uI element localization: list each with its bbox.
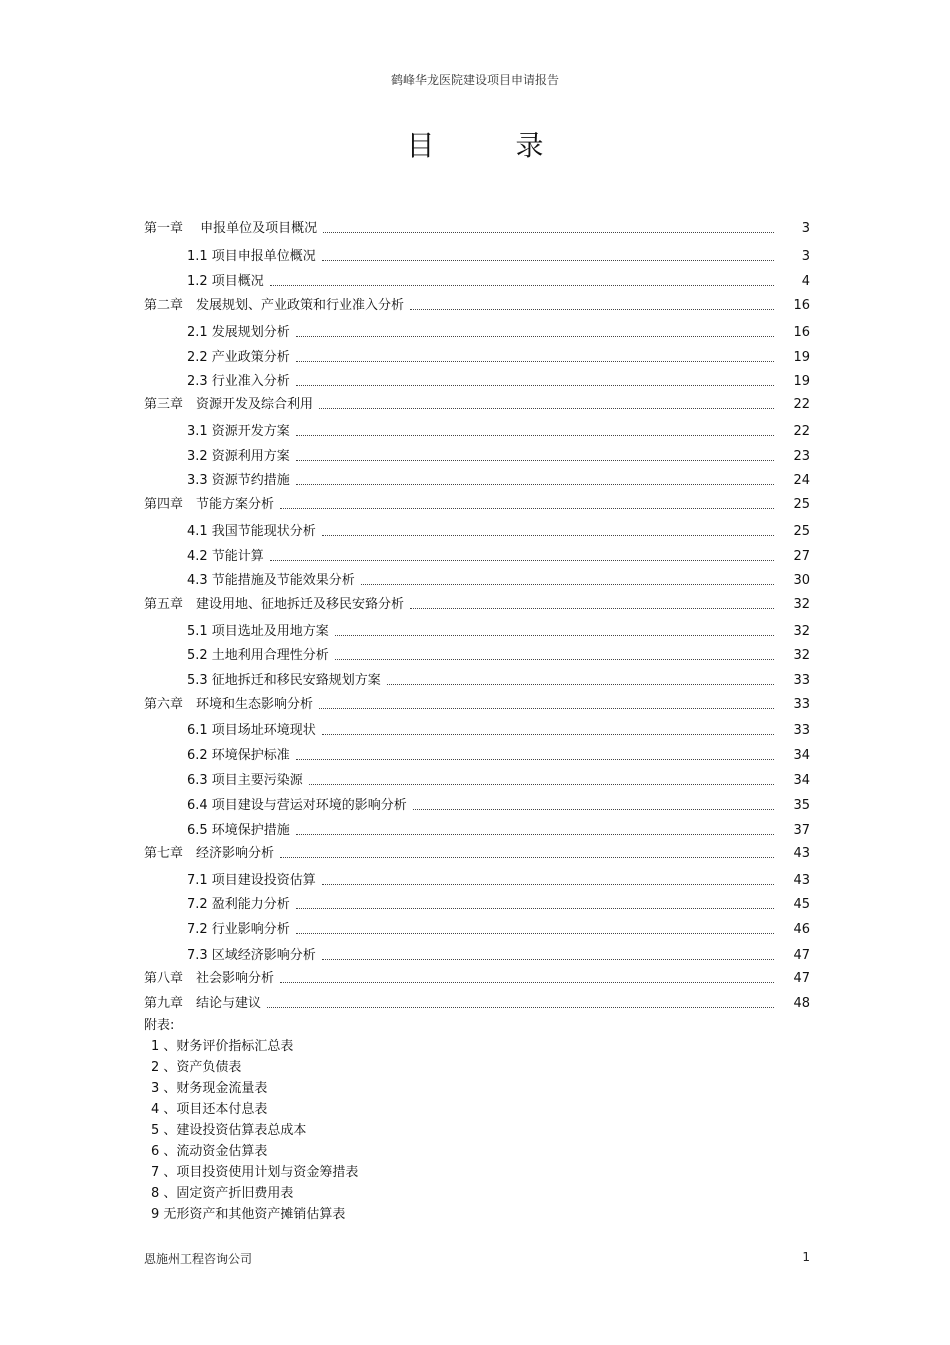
footer-company: 恩施州工程咨询公司: [144, 1252, 253, 1266]
toc-entry-label: 第四章 节能方案分析: [144, 497, 275, 512]
toc-leader-dots: [309, 783, 774, 785]
toc-section-entry[interactable]: [144, 444, 810, 464]
toc-entry-page: 4: [801, 274, 810, 289]
toc-entry-label: 5.2 土地利用合理性分析: [187, 648, 329, 663]
toc-entry-label: 2.1 发展规划分析: [187, 325, 290, 340]
toc-entry-page: 47: [793, 948, 810, 963]
toc-leader-dots: [322, 883, 774, 885]
toc-entry-label: 第三章 资源开发及综合利用: [144, 397, 314, 412]
toc-section-entry[interactable]: [144, 244, 810, 264]
toc-leader-dots: [322, 534, 774, 536]
toc-entry-label: 1.2 项目概况: [187, 274, 264, 289]
toc-entry-label: 第五章 建设用地、征地拆迁及移民安臵分析: [144, 597, 405, 612]
toc-chapter-entry[interactable]: [144, 692, 810, 712]
toc-entry-label: 7.3 区域经济影响分析: [187, 948, 316, 963]
toc-section-entry[interactable]: [144, 892, 810, 912]
toc-entry-page: 22: [793, 397, 810, 412]
toc-entry-page: 33: [793, 723, 810, 738]
toc-entry-page: 23: [793, 449, 810, 464]
toc-entry-page: 3: [801, 221, 810, 236]
toc-entry-label: 6.4 项目建设与营运对环境的影响分析: [187, 798, 407, 813]
toc-entry-page: 43: [793, 873, 810, 888]
toc-entry-page: 22: [793, 424, 810, 439]
toc-entry-page: 3: [801, 249, 810, 264]
page-footer: [144, 1250, 810, 1267]
toc-leader-dots: [361, 583, 774, 585]
toc-section-entry[interactable]: [144, 345, 810, 365]
toc-leader-dots: [319, 407, 774, 409]
toc-entry-page: 30: [793, 573, 810, 588]
toc-entry-label: 6.1 项目场址环境现状: [187, 723, 316, 738]
toc-entry-label: 7.2 盈利能力分析: [187, 897, 290, 912]
toc-chapter-entry[interactable]: [144, 216, 810, 236]
toc-chapter-entry[interactable]: [144, 392, 810, 412]
appendix-item: 6 、流动资金估算表: [151, 1144, 268, 1159]
toc-leader-dots: [322, 733, 774, 735]
toc-leader-dots: [296, 833, 774, 835]
appendix-list: [144, 1015, 358, 1225]
toc-section-entry[interactable]: [144, 768, 810, 788]
toc-entry-label: 7.2 行业影响分析: [187, 922, 290, 937]
toc-leader-dots: [296, 483, 774, 485]
toc-section-entry[interactable]: [144, 917, 810, 937]
toc-leader-dots: [280, 856, 774, 858]
toc-chapter-entry[interactable]: [144, 492, 810, 512]
toc-section-entry[interactable]: [144, 743, 810, 763]
toc-leader-dots: [280, 981, 774, 983]
toc-leader-dots: [296, 932, 774, 934]
appendix-heading: 附表:: [144, 1018, 175, 1033]
toc-section-entry[interactable]: [144, 369, 810, 389]
toc-entry-page: 47: [793, 971, 810, 986]
page-title: 目 录: [406, 129, 580, 162]
toc-section-entry[interactable]: [144, 818, 810, 838]
toc-entry-page: 27: [793, 549, 810, 564]
toc-entry-label: 6.3 项目主要污染源: [187, 773, 303, 788]
toc-leader-dots: [270, 559, 774, 561]
toc-entry-label: 第二章 发展规划、产业政策和行业准入分析: [144, 298, 405, 313]
appendix-item: 8 、固定资产折旧费用表: [151, 1186, 294, 1201]
toc-chapter-entry[interactable]: [144, 966, 810, 986]
toc-section-entry[interactable]: [144, 643, 810, 663]
toc-chapter-entry[interactable]: [144, 293, 810, 313]
toc-entry-label: 3.3 资源节约措施: [187, 473, 290, 488]
toc-entry-page: 32: [793, 648, 810, 663]
toc-entry-label: 第一章 申报单位及项目概况: [144, 221, 318, 236]
toc-section-entry[interactable]: [144, 320, 810, 340]
toc-section-entry[interactable]: [144, 519, 810, 539]
toc-leader-dots: [280, 507, 774, 509]
toc-entry-label: 第七章 经济影响分析: [144, 846, 275, 861]
toc-section-entry[interactable]: [144, 468, 810, 488]
toc-entry-label: 3.1 资源开发方案: [187, 424, 290, 439]
appendix-item: 7 、项目投资使用计划与资金筹措表: [151, 1165, 359, 1180]
toc-entry-page: 34: [793, 773, 810, 788]
toc-entry-page: 16: [793, 298, 810, 313]
toc-entry-page: 16: [793, 325, 810, 340]
toc-leader-dots: [267, 1006, 774, 1008]
toc-leader-dots: [296, 907, 774, 909]
toc-entry-label: 4.3 节能措施及节能效果分析: [187, 573, 355, 588]
toc-section-entry[interactable]: [144, 868, 810, 888]
toc-entry-page: 34: [793, 748, 810, 763]
toc-leader-dots: [296, 434, 774, 436]
toc-leader-dots: [296, 360, 774, 362]
toc-leader-dots: [413, 808, 774, 810]
toc-leader-dots: [410, 308, 774, 310]
toc-entry-page: 25: [793, 524, 810, 539]
toc-leader-dots: [319, 707, 774, 709]
toc-entry-page: 33: [793, 697, 810, 712]
toc-section-entry[interactable]: [144, 269, 810, 289]
toc-entry-page: 33: [793, 673, 810, 688]
toc-section-entry[interactable]: [144, 668, 810, 688]
toc-section-entry[interactable]: [144, 419, 810, 439]
toc-leader-dots: [296, 335, 774, 337]
toc-leader-dots: [387, 683, 774, 685]
toc-leader-dots: [296, 384, 774, 386]
toc-leader-dots: [335, 658, 774, 660]
toc-entry-page: 19: [793, 350, 810, 365]
toc-entry-page: 43: [793, 846, 810, 861]
toc-entry-page: 48: [793, 996, 810, 1011]
appendix-item: 2 、资产负债表: [151, 1060, 242, 1075]
toc-entry-page: 46: [793, 922, 810, 937]
toc-entry-label: 1.1 项目申报单位概况: [187, 249, 316, 264]
toc-entry-page: 32: [793, 597, 810, 612]
toc-entry-label: 6.5 环境保护措施: [187, 823, 290, 838]
toc-chapter-entry[interactable]: [144, 841, 810, 861]
toc-leader-dots: [322, 259, 774, 261]
toc-entry-label: 第九章 结论与建议: [144, 996, 262, 1011]
toc-entry-page: 32: [793, 624, 810, 639]
appendix-item: 3 、财务现金流量表: [151, 1081, 268, 1096]
toc-leader-dots: [323, 231, 774, 233]
appendix-item: 4 、项目还本付息表: [151, 1102, 268, 1117]
toc-chapter-entry[interactable]: [144, 592, 810, 612]
appendix-item: 1 、财务评价指标汇总表: [151, 1039, 294, 1054]
toc-leader-dots: [296, 758, 774, 760]
appendix-item: 5 、建设投资估算表总成本: [151, 1123, 307, 1138]
toc-entry-page: 37: [793, 823, 810, 838]
footer-page-number: 1: [802, 1250, 810, 1264]
toc-entry-label: 6.2 环境保护标准: [187, 748, 290, 763]
toc-entry-label: 4.2 节能计算: [187, 549, 264, 564]
toc-entry-label: 5.1 项目选址及用地方案: [187, 624, 329, 639]
toc-entry-page: 19: [793, 374, 810, 389]
toc-section-entry[interactable]: [144, 568, 810, 588]
toc-entry-label: 7.1 项目建设投资估算: [187, 873, 316, 888]
toc-section-entry[interactable]: [144, 544, 810, 564]
toc-chapter-entry[interactable]: [144, 991, 810, 1011]
toc-leader-dots: [296, 459, 774, 461]
toc-entry-label: 3.2 资源利用方案: [187, 449, 290, 464]
toc-section-entry[interactable]: [144, 793, 810, 813]
toc-entry-label: 5.3 征地拆迁和移民安臵规划方案: [187, 673, 381, 688]
toc-section-entry[interactable]: [144, 943, 810, 963]
appendix-item: 9 无形资产和其他资产摊销估算表: [151, 1207, 346, 1222]
toc-entry-page: 35: [793, 798, 810, 813]
toc-entry-label: 第八章 社会影响分析: [144, 971, 275, 986]
toc-section-entry[interactable]: [144, 718, 810, 738]
toc-leader-dots: [335, 634, 774, 636]
toc-leader-dots: [410, 607, 774, 609]
toc-entry-page: 45: [793, 897, 810, 912]
toc-entry-label: 2.3 行业准入分析: [187, 374, 290, 389]
toc-entry-page: 25: [793, 497, 810, 512]
toc-leader-dots: [270, 284, 774, 286]
toc-section-entry[interactable]: [144, 619, 810, 639]
toc-entry-label: 2.2 产业政策分析: [187, 350, 290, 365]
running-header: 鹤峰华龙医院建设项目申请报告: [390, 73, 559, 87]
toc-entry-label: 4.1 我国节能现状分析: [187, 524, 316, 539]
toc-entry-page: 24: [793, 473, 810, 488]
toc-entry-label: 第六章 环境和生态影响分析: [144, 697, 314, 712]
toc-leader-dots: [322, 958, 774, 960]
